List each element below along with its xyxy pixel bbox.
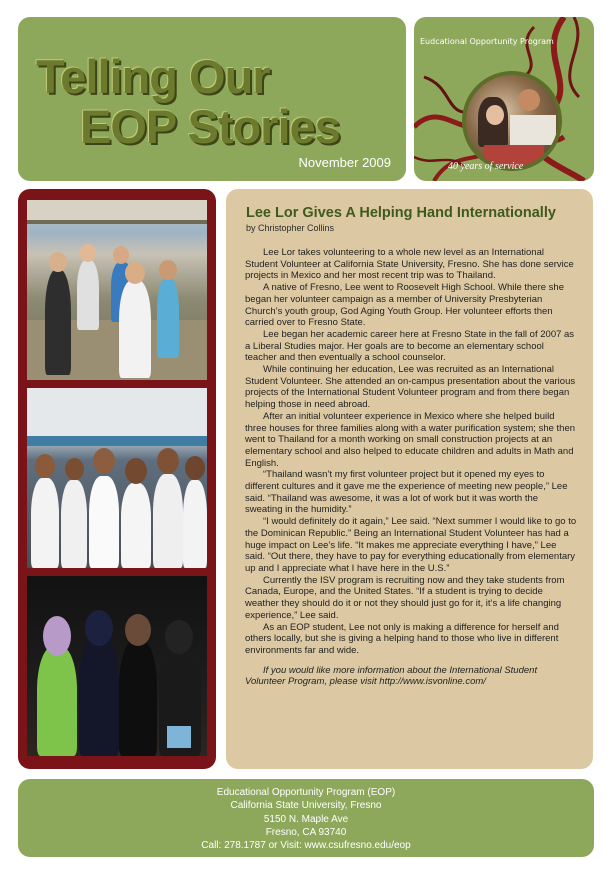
- article-paragraph: As an EOP student, Lee not only is making a difference for herself and others locally, but she is giving a helping hand to those who live in different environments far and wide.: [245, 621, 559, 656]
- article-paragraph: Lee Lor takes volunteering to a whole new level as an International Student Volunteer at California State University, Fresno. She has done service projects in Mexico and her most recent trip was to Thailand.: [245, 247, 574, 282]
- masthead-title-line-2: EOP Stories: [80, 100, 340, 153]
- masthead-title-line-1: Telling Our: [36, 50, 270, 103]
- article-paragraph: A native of Fresno, Lee went to Roosevelt High School. While there she began her volunteer campaign as a member of University Presbyterian Church’s youth group, God Aging Youth Group. Her volunteer efforts then carried over to Fresno State.: [245, 282, 564, 329]
- article-body: [245, 247, 578, 688]
- group-photo-outdoor-volunteers: [27, 200, 207, 380]
- contact-footer: [18, 779, 594, 857]
- issue-date: November 2009: [298, 155, 391, 170]
- article-panel: [226, 189, 593, 769]
- isv-info-note: If you would like more information about the International Student Volunteer Program, please visit http://www.isvonline.com/: [245, 664, 538, 688]
- article-byline: by Christopher Collins: [246, 223, 335, 233]
- footer-program-name: Educational Opportunity Program (EOP): [216, 787, 396, 798]
- footer-street-address: 5150 N. Maple Ave: [263, 813, 349, 825]
- article-paragraph: “I would definitely do it again,” Lee said. “Next summer I would like to go to the Dominican Republic.” Being an International Student Volunteer has had a huge impact on Lee’s life. “It makes me appreciate everything I have,” Lee said. “Out there, they have to pay for everything educationally from elementary up and I appreciate what I have here in the U.S.”: [245, 516, 577, 574]
- photo-column: [18, 189, 216, 769]
- group-photo-night-women: [27, 576, 207, 756]
- article-paragraph: After an initial volunteer experience in Mexico where she helped build three houses for three families along with a water purification system; she then went to Thailand for a month working on small construction projects at an elementary school and also helped to educate children and adults in Math and English.: [245, 410, 576, 469]
- circular-student-photo: [462, 71, 562, 171]
- group-photo-schoolchildren: [27, 388, 207, 568]
- footer-contact-line: Call: 278.1787 or Visit: www.csufresno.edu/eop: [201, 840, 411, 852]
- article-paragraph: Currently the ISV program is recruiting now and they take students from Canada, Europe, and the United States. “If a student is trying to decide weather they should do it or not they should just go for it, it’s a life changing experience,” Lee said.: [245, 574, 565, 621]
- footer-university: California State University, Fresno: [230, 800, 382, 812]
- article-headline: Lee Lor Gives A Helping Hand Internationally: [246, 205, 556, 221]
- program-label: Eudcational Opportunity Program: [420, 37, 554, 46]
- years-of-service-label: 40 years of service: [448, 161, 524, 172]
- footer-city-state-zip: Fresno, CA 93740: [265, 826, 347, 838]
- article-paragraph: While continuing her education, Lee was recruited as an International Student Volunteer. She attended an on-campus presentation about the various projects of the International Student Volunteer program and from there began helping those in need abroad.: [245, 364, 576, 411]
- masthead: [18, 17, 406, 181]
- program-logo-badge: [414, 17, 594, 181]
- article-paragraph: Lee began her academic career here at Fresno State in the fall of 2007 as a Liberal Studies major. Her goals are to become an elementary school teacher and then eventually a school counselor.: [245, 328, 575, 364]
- article-paragraph: “Thailand wasn’t my first volunteer project but it opened my eyes to different cultures and it gave me the experience of meeting new people,” Lee said. “Thailand was awesome, it was a lot of work but it was worth the sweating in the humidity.”: [245, 469, 568, 516]
